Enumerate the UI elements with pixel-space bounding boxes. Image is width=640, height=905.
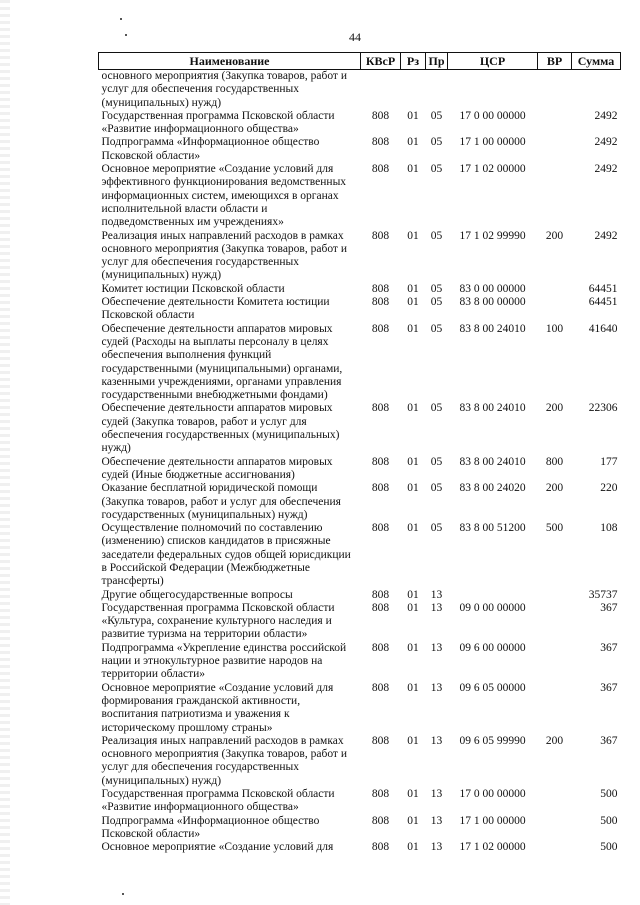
table-header-row <box>99 53 621 70</box>
row-name: Подпрограмма «Укрепление единства российской нации и этнокультурное развитие народов на территории области» <box>101 641 347 681</box>
row-name: Обеспечение деятельности Комитета юстиции Псковской области <box>101 296 330 322</box>
table-row <box>99 642 621 682</box>
row-pr <box>426 70 448 110</box>
row-pr: 13 <box>430 841 443 854</box>
row-pr: 05 <box>430 136 443 149</box>
table-row <box>99 163 621 229</box>
row-rz: 01 <box>407 109 419 122</box>
row-csr: 17 1 02 00000 <box>459 841 526 854</box>
row-kvsr: 808 <box>371 455 390 468</box>
row-vr: 200 <box>545 229 564 242</box>
row-csr <box>448 589 538 602</box>
row-rz: 01 <box>407 788 419 801</box>
row-name: Осуществление полномочий по составлению (изменению) списков кандидатов в присяжные заседатели федеральных судов общей юрисдикции в Российской Федерации (Межбюджетные трансферты) <box>101 522 351 588</box>
row-csr: 09 6 05 99990 <box>459 734 526 747</box>
row-rz: 01 <box>407 522 419 535</box>
row-name: основного мероприятия (Закупка товаров, работ и услуг для обеспечения государственных (муниципальных) нужд) <box>101 70 347 109</box>
row-rz: 01 <box>407 841 419 854</box>
row-sum: 2492 <box>594 229 618 242</box>
row-name: Реализация иных направлений расходов в рамках основного мероприятия (Закупка товаров, работ и услуг для обеспечения государственных (муниципальных) нужд) <box>101 734 347 787</box>
scan-speck <box>122 893 124 895</box>
row-sum: 108 <box>600 522 618 535</box>
table-row <box>99 589 621 602</box>
row-pr: 13 <box>430 641 443 654</box>
row-vr <box>538 788 572 815</box>
row-csr: 17 1 00 00000 <box>459 814 526 827</box>
row-vr <box>538 283 572 296</box>
table-body <box>99 70 621 855</box>
header-name: Наименование <box>99 53 361 70</box>
row-csr: 09 6 05 00000 <box>459 681 526 694</box>
row-kvsr: 808 <box>371 641 390 654</box>
row-name: Обеспечение деятельности аппаратов мировых судей (Иные бюджетные ассигнования) <box>101 455 333 481</box>
row-rz: 01 <box>407 296 419 309</box>
row-kvsr: 808 <box>371 322 390 335</box>
row-csr: 83 0 00 00000 <box>459 282 526 295</box>
row-kvsr: 808 <box>371 229 390 242</box>
row-pr: 13 <box>430 588 443 601</box>
row-vr: 100 <box>545 322 564 335</box>
row-name: Основное мероприятие «Создание условий для формирования гражданской активности, воспитания патриотизма и уважения к историческому прошлому страны» <box>101 681 334 734</box>
row-kvsr: 808 <box>371 681 390 694</box>
row-name: Обеспечение деятельности аппаратов мировых судей (Расходы на выплаты персоналу в целях обеспечения выполнения функций государственными (муниципальными) органами, казенными учреждениями, органами управления государственными внебюджетными фондами) <box>101 322 343 402</box>
table-row <box>99 482 621 522</box>
table-row <box>99 735 621 788</box>
row-rz: 01 <box>407 734 419 747</box>
row-sum: 367 <box>600 641 618 654</box>
row-rz: 01 <box>407 322 419 335</box>
row-name: Реализация иных направлений расходов в рамках основного мероприятия (Закупка товаров, работ и услуг для обеспечения государственных (муниципальных) нужд) <box>101 229 347 282</box>
row-sum: 41640 <box>588 322 618 335</box>
row-rz: 01 <box>407 641 419 654</box>
table-row <box>99 230 621 283</box>
row-kvsr: 808 <box>371 163 390 176</box>
table-row <box>99 70 621 110</box>
row-sum <box>572 70 621 110</box>
table-row <box>99 456 621 483</box>
row-vr: 200 <box>545 482 564 495</box>
row-sum: 64451 <box>588 282 618 295</box>
row-name: Основное мероприятие «Создание условий для эффективного функционирования ведомственных информационных систем, имеющихся в органах исполнительной власти области и подведомственных им учреждениях» <box>101 163 347 229</box>
header-pr: Пр <box>426 53 448 70</box>
row-rz: 01 <box>407 814 419 827</box>
row-name: Другие общегосударственные вопросы <box>101 588 293 601</box>
budget-table <box>98 52 621 855</box>
row-pr: 05 <box>430 402 443 415</box>
row-vr <box>538 296 572 323</box>
row-vr: 800 <box>545 455 564 468</box>
row-vr: 200 <box>545 734 564 747</box>
row-kvsr: 808 <box>371 402 390 415</box>
header-csr: ЦСР <box>448 53 538 70</box>
scan-left-edge <box>0 0 10 905</box>
table-row <box>99 283 621 296</box>
row-sum: 367 <box>600 601 618 614</box>
row-rz: 01 <box>407 588 419 601</box>
row-pr: 05 <box>430 482 443 495</box>
row-vr: 500 <box>545 522 564 535</box>
table-row <box>99 841 621 854</box>
row-rz: 01 <box>407 402 419 415</box>
row-vr <box>538 70 572 110</box>
row-rz: 01 <box>407 282 419 295</box>
row-rz: 01 <box>407 681 419 694</box>
row-vr <box>538 642 572 682</box>
table-row <box>99 110 621 137</box>
row-rz: 01 <box>407 455 419 468</box>
row-csr: 17 1 02 00000 <box>459 163 526 176</box>
row-name: Государственная программа Псковской области «Развитие информационного общества» <box>101 788 335 814</box>
row-kvsr: 808 <box>371 788 390 801</box>
row-csr: 83 8 00 24010 <box>459 402 526 415</box>
row-pr: 05 <box>430 322 443 335</box>
row-name: Основное мероприятие «Создание условий для <box>101 841 334 854</box>
row-pr: 05 <box>430 296 443 309</box>
row-vr: 200 <box>545 402 564 415</box>
row-csr: 09 6 00 00000 <box>459 641 526 654</box>
row-csr: 17 0 00 00000 <box>459 109 526 122</box>
row-kvsr: 808 <box>371 282 390 295</box>
row-pr: 13 <box>430 681 443 694</box>
row-rz: 01 <box>407 136 419 149</box>
row-vr <box>538 163 572 229</box>
row-kvsr: 808 <box>371 109 390 122</box>
row-sum: 367 <box>600 681 618 694</box>
row-rz <box>401 70 426 110</box>
table-row <box>99 296 621 323</box>
row-vr <box>538 841 572 854</box>
table-row <box>99 323 621 403</box>
row-vr <box>538 682 572 735</box>
row-csr: 83 8 00 24010 <box>459 322 526 335</box>
row-kvsr: 808 <box>371 482 390 495</box>
row-sum: 220 <box>600 482 618 495</box>
row-pr: 05 <box>430 282 443 295</box>
row-name: Государственная программа Псковской области «Культура, сохранение культурного наследия и развитие туризма на территории области» <box>101 601 335 641</box>
table-row <box>99 602 621 642</box>
scan-speck <box>120 18 122 20</box>
row-vr <box>538 589 572 602</box>
row-pr: 13 <box>430 788 443 801</box>
row-sum: 500 <box>600 788 618 801</box>
row-vr <box>538 136 572 163</box>
row-kvsr: 808 <box>371 522 390 535</box>
row-sum: 35737 <box>588 588 618 601</box>
table-row <box>99 522 621 588</box>
row-kvsr: 808 <box>371 841 390 854</box>
row-csr <box>448 70 538 110</box>
row-name: Комитет юстиции Псковской области <box>101 282 285 295</box>
row-csr: 83 8 00 24020 <box>459 482 526 495</box>
table-row <box>99 136 621 163</box>
row-pr: 13 <box>430 601 443 614</box>
header-sum: Сумма <box>572 53 621 70</box>
row-rz: 01 <box>407 163 419 176</box>
row-sum: 2492 <box>594 136 618 149</box>
row-kvsr: 808 <box>371 734 390 747</box>
row-pr: 13 <box>430 814 443 827</box>
row-kvsr <box>361 70 401 110</box>
row-pr: 13 <box>430 734 443 747</box>
row-pr: 05 <box>430 163 443 176</box>
row-name: Оказание бесплатной юридической помощи (Закупка товаров, работ и услуг для обеспечения государственных (муниципальных) нужд) <box>101 482 341 521</box>
row-csr: 17 1 00 00000 <box>459 136 526 149</box>
row-csr: 17 1 02 99990 <box>459 229 526 242</box>
row-sum: 500 <box>600 841 618 854</box>
header-kvsr: КВсР <box>361 53 401 70</box>
row-kvsr: 808 <box>371 588 390 601</box>
row-csr: 83 8 00 51200 <box>459 522 526 535</box>
row-kvsr: 808 <box>371 814 390 827</box>
row-kvsr: 808 <box>371 296 390 309</box>
row-sum: 64451 <box>588 296 618 309</box>
row-csr: 09 0 00 00000 <box>459 601 526 614</box>
row-sum: 177 <box>600 455 618 468</box>
header-vr: ВР <box>538 53 572 70</box>
row-rz: 01 <box>407 482 419 495</box>
page-number: 44 <box>349 30 361 44</box>
row-sum: 22306 <box>588 402 618 415</box>
row-kvsr: 808 <box>371 136 390 149</box>
table-row <box>99 815 621 842</box>
table-row <box>99 682 621 735</box>
row-csr: 17 0 00 00000 <box>459 788 526 801</box>
row-pr: 05 <box>430 455 443 468</box>
row-vr <box>538 815 572 842</box>
row-name: Подпрограмма «Информационное общество Псковской области» <box>101 814 320 840</box>
row-csr: 83 8 00 24010 <box>459 455 526 468</box>
row-sum: 500 <box>600 814 618 827</box>
row-csr: 83 8 00 00000 <box>459 296 526 309</box>
header-rz: Рз <box>401 53 426 70</box>
scan-speck <box>125 34 127 36</box>
table-row <box>99 788 621 815</box>
row-pr: 05 <box>430 522 443 535</box>
row-pr: 05 <box>430 109 443 122</box>
row-kvsr: 808 <box>371 601 390 614</box>
row-name: Подпрограмма «Информационное общество Псковской области» <box>101 136 320 162</box>
row-sum: 367 <box>600 734 618 747</box>
row-sum: 2492 <box>594 109 618 122</box>
row-name: Государственная программа Псковской области «Развитие информационного общества» <box>101 109 335 136</box>
row-vr <box>538 602 572 642</box>
row-name: Обеспечение деятельности аппаратов мировых судей (Закупка товаров, работ и услуг для обеспечения государственных (муниципальных) нужд) <box>101 402 340 455</box>
row-rz: 01 <box>407 229 419 242</box>
table-row <box>99 402 621 455</box>
row-sum: 2492 <box>594 163 618 176</box>
row-pr: 05 <box>430 229 443 242</box>
row-rz: 01 <box>407 601 419 614</box>
row-vr <box>538 110 572 137</box>
